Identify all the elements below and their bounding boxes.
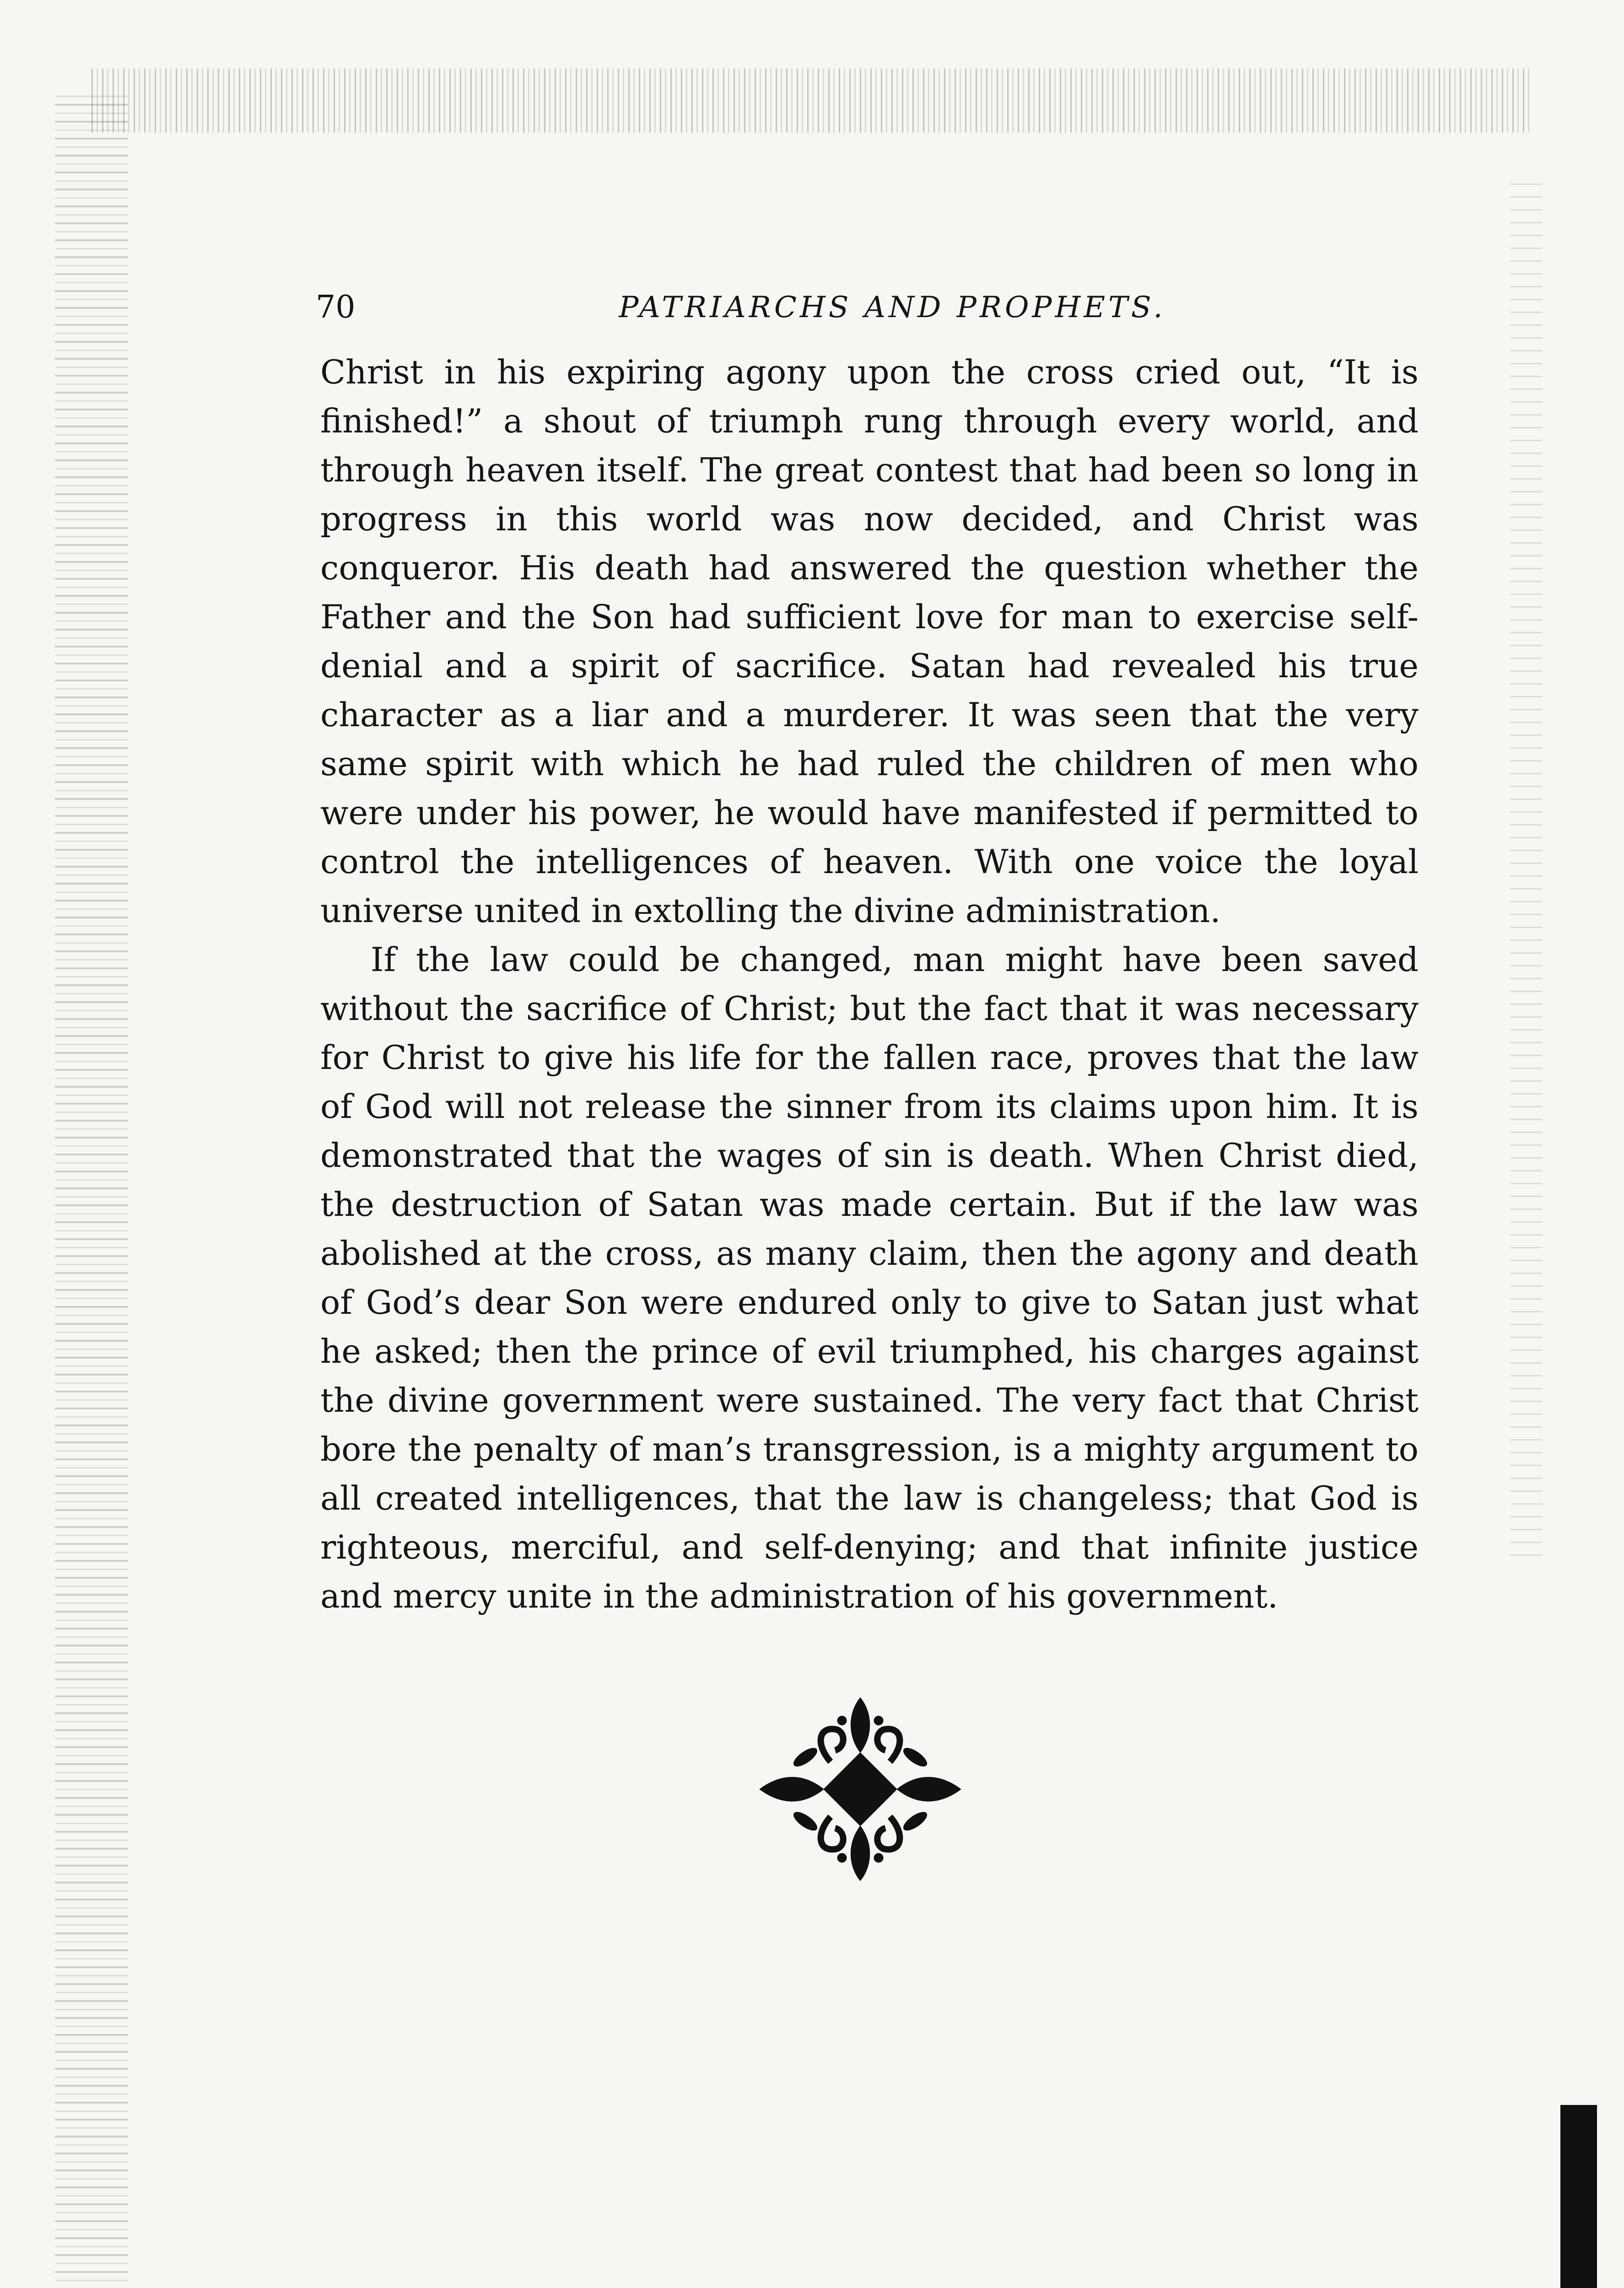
scan-edge-mark [1560, 2105, 1597, 2288]
scan-artifact-top [92, 69, 1533, 133]
scan-artifact-left [55, 92, 128, 2288]
paragraph: If the law could be changed, man might have been saved without the sacrifice of Christ; but the fact that it was necessary for Christ to give his life for the fallen race, proves that the law of God will not release the sinner from its claims upon him. It is demonstrated that the wages of sin is death. When Christ died, the destruction of Satan was made certain. But if the law was abolished at the cross, as many claim, then the agony and death of God’s dear Son were endured only to give to Satan just what he asked; then the prince of evil triumphed, his charges against the divine government were sustained. The very fact that Christ bore the penalty of man’s transgression, is a mighty argument to all created intelligences, that the law is changeless; that God is righteous, merciful, and self-denying; and that infinite justice and mercy unite in the administration of his government. [320, 940, 1419, 1615]
scan-artifact-right [1510, 183, 1542, 1556]
floral-ornament-icon [750, 1693, 970, 1885]
paragraph: Christ in his expiring agony upon the cross cried out, “It is finished!” a shout of triumph rung through every world, and through heaven itself. The great contest that had been so long in progress in this world was now decided, and Christ was conqueror. His death had answered the question whether the Father and the Son had sufficient love for man to exercise self-denial and a spirit of sacrifice. Satan had revealed his true character as a liar and a murderer. It was seen that the very same spirit with which he had ruled the children of men who were under his power, he would have manifested if permitted to control the intelligences of heaven. With one voice the loyal universe united in extolling the divine administration. [320, 353, 1419, 930]
page-header [316, 285, 1423, 330]
running-title: PATRIARCHS AND PROPHETS. [619, 291, 1166, 324]
page-number: 70 [316, 289, 356, 325]
body-text [320, 348, 1419, 1621]
